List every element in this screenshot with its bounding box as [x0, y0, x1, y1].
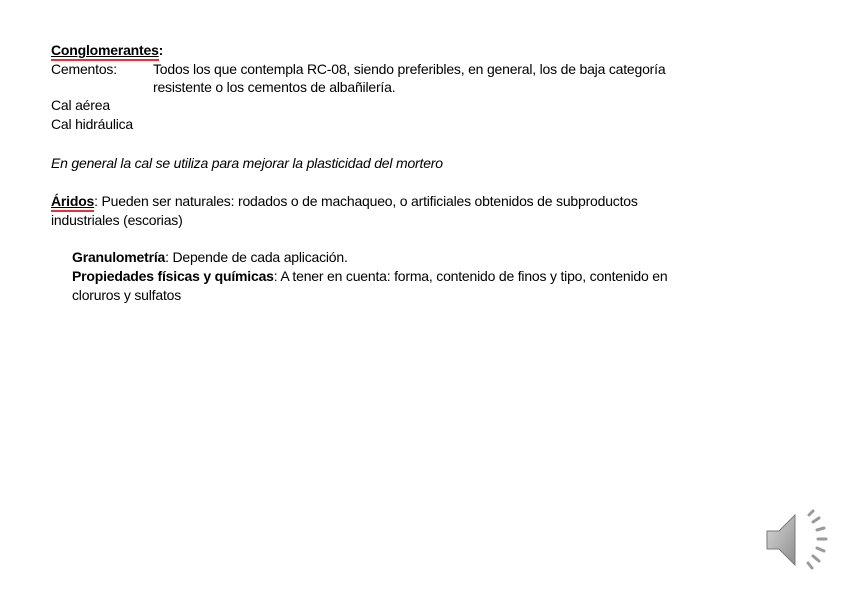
granulometria-label: Granulometría [72, 249, 166, 265]
cementos-text-line-1: Todos los que contempla RC-08, siendo preferibles, en general, los de baja categoría [153, 61, 666, 77]
conglomerantes-heading-colon: : [158, 42, 164, 58]
propiedades-label: Propiedades físicas y químicas [72, 268, 274, 284]
speaker-icon[interactable] [763, 505, 833, 575]
conglomerantes-heading-line [51, 41, 163, 59]
cal-hidraulica: Cal hidráulica [51, 116, 134, 132]
aridos-heading: Áridos [51, 193, 95, 209]
aridos-line-1 [51, 192, 638, 210]
aridos-text-2: industriales (escorias) [51, 212, 183, 228]
cal-note: En general la cal se utiliza para mejorar la plasticidad del mortero [51, 155, 443, 171]
cementos-label: Cementos: [51, 61, 117, 77]
granulometria-line [72, 248, 348, 266]
aridos-text-1: : Pueden ser naturales: rodados o de machaqueo, o artificiales obtenidos de subproductos [94, 193, 638, 209]
cementos-text-line-2: resistente o los cementos de albañilería. [153, 79, 396, 95]
conglomerantes-heading: Conglomerantes [51, 42, 159, 58]
propiedades-text-1: : A tener en cuenta: forma, contenido de finos y tipo, contenido en [273, 268, 668, 284]
propiedades-text-2: cloruros y sulfatos [72, 287, 182, 303]
propiedades-line-1 [72, 267, 667, 285]
cal-aerea: Cal aérea [51, 97, 110, 113]
granulometria-text: : Depende de cada aplicación. [165, 249, 348, 265]
